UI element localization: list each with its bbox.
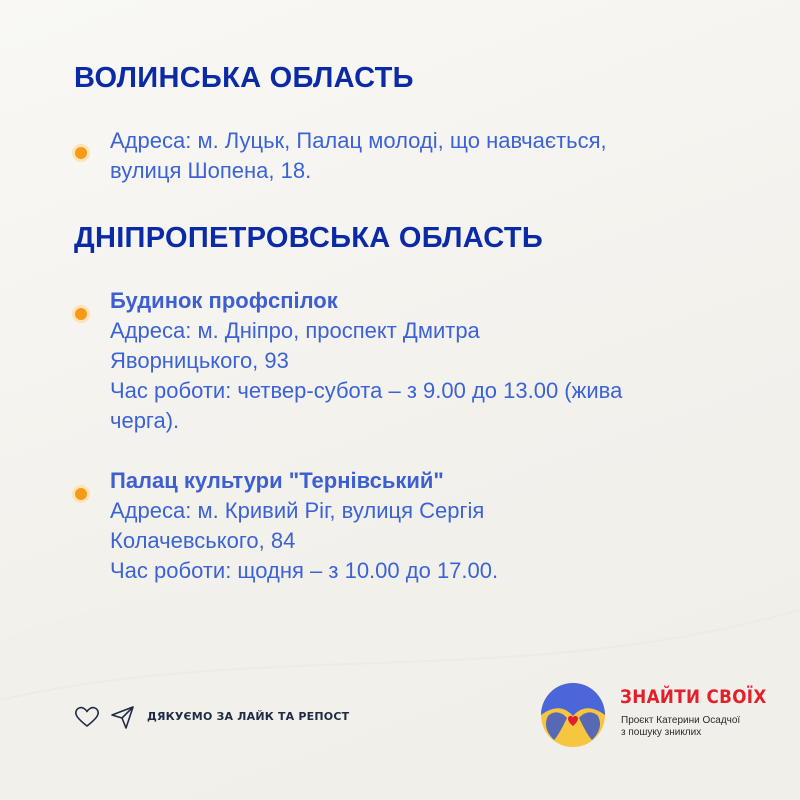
address-line: Колачевського, 84 [110, 528, 296, 553]
brand-logo-icon [540, 682, 606, 748]
address-line: Адреса: м. Кривий Ріг, вулиця Сергія [110, 498, 485, 523]
list-item-palats-ternivskyi [110, 466, 750, 586]
brand-subtitle: Проєкт Катерини Осадчої [621, 715, 741, 726]
thanks-text: ДЯКУЄМО ЗА ЛАЙК ТА РЕПОСТ [147, 710, 350, 723]
region-heading-dnipro: ДНІПРОПЕТРОВСЬКА ОБЛАСТЬ [74, 222, 543, 254]
send-icon[interactable] [110, 704, 136, 730]
hours-line: черга). [110, 408, 180, 433]
bullet-icon [75, 147, 87, 159]
place-name: Будинок профспілок [110, 288, 338, 313]
address-line: Яворницького, 93 [110, 348, 289, 373]
hours-line: Час роботи: четвер-субота – з 9.00 до 13.00 (жива [110, 378, 623, 403]
address-line: вулиця Шопена, 18. [110, 158, 312, 183]
bullet-icon [75, 488, 87, 500]
heart-icon[interactable] [74, 705, 100, 729]
address-line: Адреса: м. Луцьк, Палац молоді, що навчається, [110, 128, 607, 153]
bullet-icon [75, 308, 87, 320]
list-item-lutsk [110, 126, 750, 186]
place-name: Палац культури "Тернівський" [110, 468, 444, 493]
brand-title: ЗНАЙТИ СВОЇХ [620, 686, 767, 708]
brand-subtitle: з пошуку зниклих [621, 727, 702, 738]
region-heading-volyn: ВОЛИНСЬКА ОБЛАСТЬ [74, 62, 414, 94]
address-line: Адреса: м. Дніпро, проспект Дмитра [110, 318, 480, 343]
hours-line: Час роботи: щодня – з 10.00 до 17.00. [110, 558, 499, 583]
list-item-budynok-profspilok [110, 286, 750, 436]
